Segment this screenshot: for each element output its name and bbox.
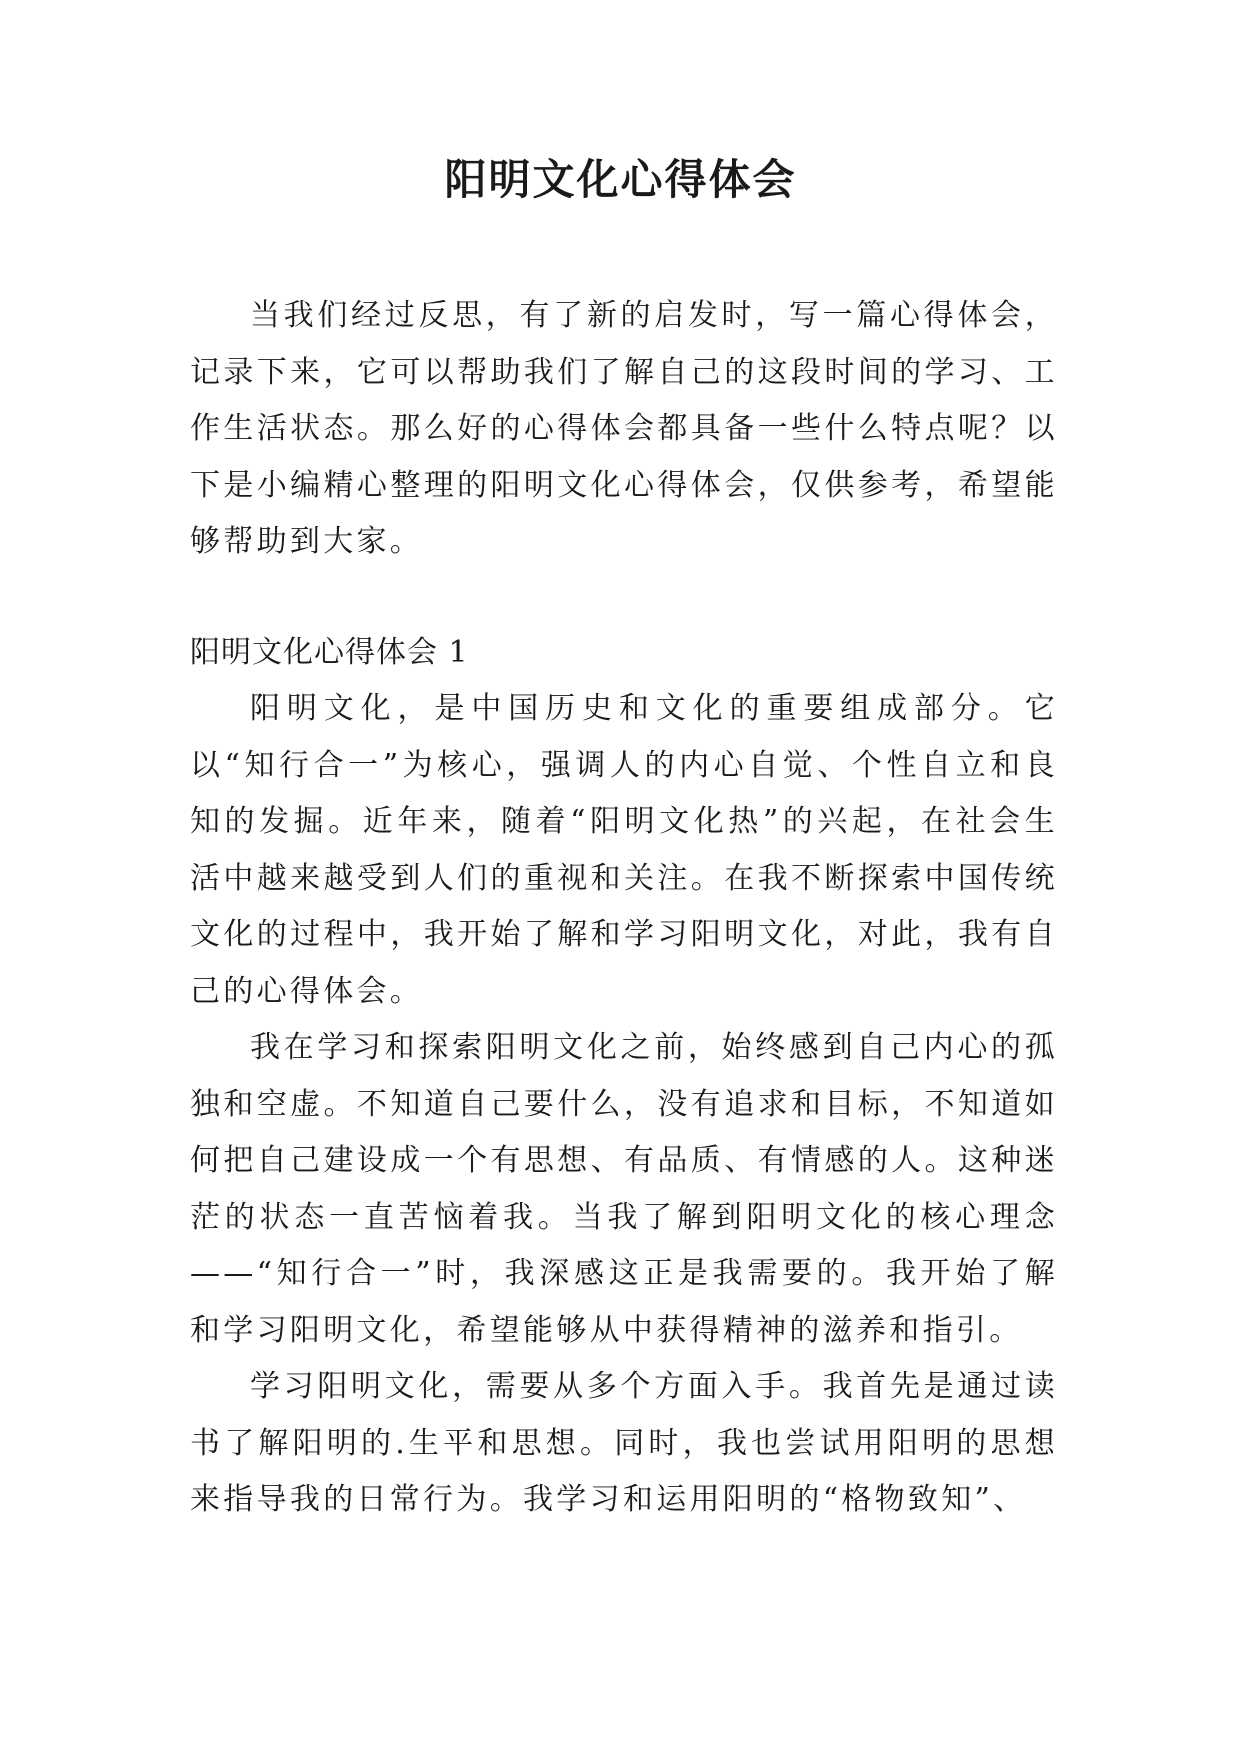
body-paragraph-1: 阳明文化，是中国历史和文化的重要组成部分。它以“知行合一”为核心，强调人的内心自觉、个性自立和良知的发掘。近年来，随着“阳明文化热”的兴起，在社会生活中越来越受到人们的重视和关注。在我不断探索中国传统文化的过程中，我开始了解和学习阳明文化，对此，我有自己的心得体会。 — [190, 691, 1058, 1009]
body-paragraph-3: 学习阳明文化，需要从多个方面入手。我首先是通过读书了解阳明的.生平和思想。同时，我也尝试用阳明的思想来指导我的日常行为。我学习和运用阳明的“格物致知”、 — [190, 1369, 1058, 1517]
document-title: 阳明文化心得体会 — [444, 155, 797, 204]
document-body — [190, 288, 1058, 1529]
body-paragraph-2: 我在学习和探索阳明文化之前，始终感到自己内心的孤独和空虚。不知道自己要什么，没有追求和目标，不知道如何把自己建设成一个有思想、有品质、有情感的人。这种迷茫的状态一直苦恼着我。当我了解到阳明文化的核心理念——“知行合一”时，我深感这正是我需要的。我开始了解和学习阳明文化，希望能够从中获得精神的滋养和指引。 — [190, 1030, 1058, 1348]
intro-paragraph: 当我们经过反思，有了新的启发时，写一篇心得体会，记录下来，它可以帮助我们了解自己的这段时间的学习、工作生活状态。那么好的心得体会都具备一些什么特点呢？以下是小编精心整理的阳明文化心得体会，仅供参考，希望能够帮助到大家。 — [190, 298, 1058, 559]
section-heading: 阳明文化心得体会 1 — [190, 634, 469, 670]
